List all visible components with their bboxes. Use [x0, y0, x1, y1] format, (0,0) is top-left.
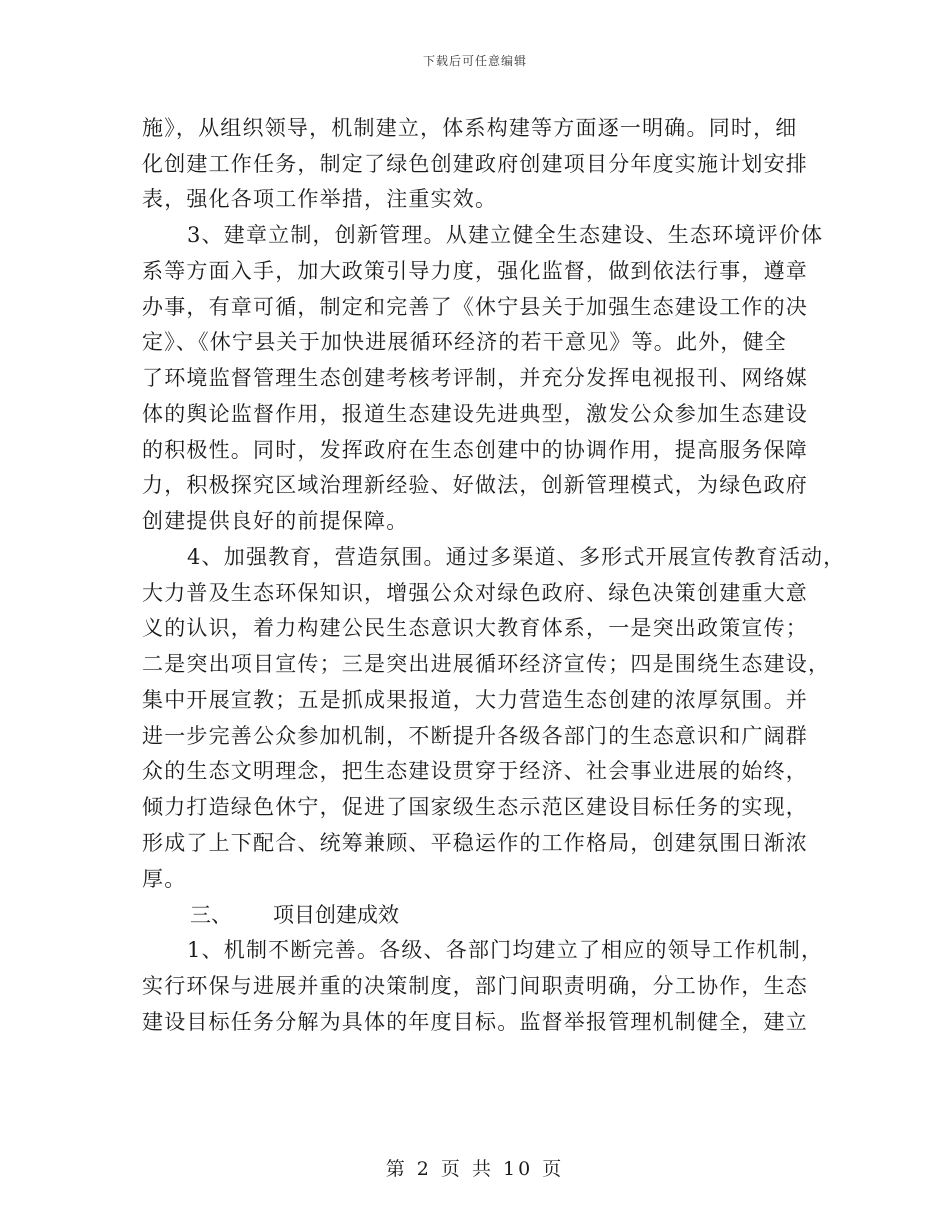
- text-line: 办事，有章可循，制定和完善了《休宁县关于加强生态建设工作的决: [142, 295, 808, 319]
- text-line: 表，强化各项工作举措，注重实效。: [142, 187, 498, 211]
- text-line: 形成了上下配合、统筹兼顾、平稳运作的工作格局，创建氛围日渐浓: [142, 831, 808, 855]
- text-line: 义的认识，着力构建公民生态意识大教育体系，一是突出政策宣传；: [142, 616, 808, 640]
- text-line: 了环境监督管理生态创建考核考评制，并充分发挥电视报刊、网络媒: [142, 366, 808, 390]
- text-line: 4、加强教育，营造氛围。通过多渠道、多形式开展宣传教育活动，: [187, 545, 846, 569]
- text-line: 定》、《休宁县关于加快进展循环经济的若干意见》等。此外，健全: [142, 330, 787, 354]
- text-line: 进一步完善公众参加机制，不断提升各级各部门的生态意识和广阔群: [142, 724, 808, 748]
- section-number: 三、: [190, 903, 232, 927]
- text-line: 施》，从组织领导，机制建立，体系构建等方面逐一明确。同时，细: [142, 116, 798, 140]
- section-title: 项目创建成效: [273, 903, 399, 927]
- text-line: 创建提供良好的前提保障。: [142, 509, 409, 533]
- text-line: 化创建工作任务，制定了绿色创建政府创建项目分年度实施计划安排: [142, 152, 808, 176]
- text-line: 的积极性。同时，发挥政府在生态创建中的协调作用，提高服务保障: [142, 438, 808, 462]
- text-line: 实行环保与进展并重的决策制度，部门间职责明确，分工协作，生态: [142, 974, 808, 998]
- text-line: 1、机制不断完善。各级、各部门均建立了相应的领导工作机制，: [187, 938, 824, 962]
- text-line: 力，积极探究区域治理新经验、好做法，创新管理模式，为绿色政府: [142, 473, 808, 497]
- text-line: 众的生态文明理念，把生态建设贯穿于经济、社会事业进展的始终，: [142, 759, 808, 783]
- text-line: 建设目标任务分解为具体的年度目标。监督举报管理机制健全，建立: [142, 1010, 808, 1034]
- text-line: 集中开展宣教；五是抓成果报道，大力营造生态创建的浓厚氛围。并: [142, 688, 808, 712]
- text-line: 倾力打造绿色休宁，促进了国家级生态示范区建设目标任务的实现，: [142, 795, 808, 819]
- text-line: 系等方面入手，加大政策引导力度，强化监督，做到依法行事，遵章: [142, 259, 808, 283]
- text-line: 大力普及生态环保知识，增强公众对绿色政府、绿色决策创建重大意: [142, 581, 808, 605]
- text-line: 厚。: [142, 867, 187, 891]
- text-line: 体的舆论监督作用，报道生态建设先进典型，激发公众参加生态建设: [142, 402, 808, 426]
- text-line: 3、建章立制，创新管理。从建立健全生态建设、生态环境评价体: [187, 223, 824, 247]
- text-line: 二是突出项目宣传；三是突出进展循环经济宣传；四是围绕生态建设，: [142, 652, 831, 676]
- page-number: 第 2 页 共 10 页: [385, 1158, 565, 1180]
- page-header: 下载后可任意编辑: [422, 54, 527, 68]
